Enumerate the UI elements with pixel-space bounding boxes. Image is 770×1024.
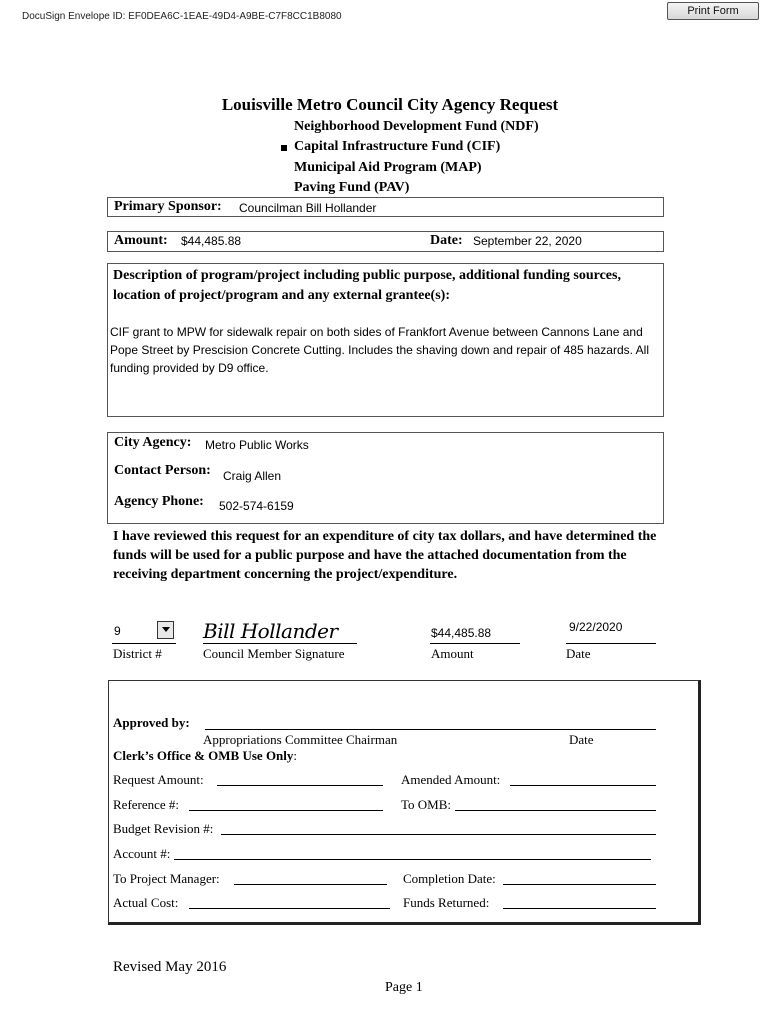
- to-project-manager-label: To Project Manager:: [113, 871, 220, 886]
- actual-cost-label: Actual Cost:: [113, 895, 179, 910]
- city-agency-label: City Agency:: [114, 435, 192, 450]
- form-title: Louisville Metro Council City Agency Request: [221, 95, 559, 114]
- date-line: [566, 643, 656, 644]
- district-value: 9: [114, 624, 121, 638]
- to-omb-line[interactable]: [455, 810, 656, 811]
- account-label: Account #:: [113, 846, 171, 861]
- district-dropdown[interactable]: [157, 621, 174, 639]
- chairman-label: Appropriations Committee Chairman: [203, 732, 398, 747]
- date-label: Date:: [430, 233, 463, 248]
- description-heading: Description of program/project including public purpose, additional funding sources, location of project/program and any external grantee(s):: [113, 268, 621, 303]
- funds-returned-line[interactable]: [503, 908, 656, 909]
- to-omb-label: To OMB:: [401, 797, 452, 812]
- print-form-button[interactable]: Print Form: [667, 2, 759, 20]
- amended-amount-line[interactable]: [510, 785, 656, 786]
- completion-date-label: Completion Date:: [403, 871, 496, 886]
- description-field[interactable]: CIF grant to MPW for sidewalk repair on both sides of Frankfort Avenue between Cannons Lane and Pope Street by Prescision Concrete Cutting. Includes the shaving down and repair of 485 hazards. All funding provided by D9 office.: [110, 325, 649, 375]
- chevron-down-icon: [162, 627, 170, 632]
- clerk-office-title: Clerk’s Office & OMB Use Only: [113, 748, 294, 763]
- to-project-manager-line[interactable]: [234, 884, 387, 885]
- approval-date-label: Date: [569, 732, 594, 747]
- signature-amount-value[interactable]: $44,485.88: [431, 626, 492, 640]
- completion-date-line[interactable]: [503, 884, 656, 885]
- approved-by-line[interactable]: [205, 729, 656, 730]
- request-amount-line[interactable]: [217, 785, 383, 786]
- fund-option-pav[interactable]: Paving Fund (PAV): [294, 180, 410, 195]
- reference-label: Reference #:: [113, 797, 180, 812]
- district-line: [112, 643, 176, 644]
- amount-label: Amount:: [114, 233, 168, 248]
- signature-label: Council Member Signature: [203, 646, 345, 661]
- signature-line: [203, 643, 357, 644]
- agency-phone-field[interactable]: 502-574-6159: [219, 499, 294, 513]
- signature-date-value[interactable]: 9/22/2020: [569, 620, 623, 634]
- funds-returned-label: Funds Returned:: [403, 895, 490, 910]
- account-line[interactable]: [174, 859, 651, 860]
- clerk-office-colon: :: [293, 748, 298, 763]
- budget-revision-label: Budget Revision #:: [113, 821, 214, 836]
- envelope-id: DocuSign Envelope ID: EF0DEA6C-1EAE-49D4-A9BE-C7F8CC1B8080: [22, 11, 342, 22]
- amended-amount-label: Amended Amount:: [401, 772, 501, 787]
- selected-bullet-icon: [281, 145, 287, 151]
- reference-line[interactable]: [189, 810, 383, 811]
- signature-date-label: Date: [566, 646, 591, 661]
- page-number: Page 1: [385, 980, 423, 995]
- budget-revision-line[interactable]: [221, 834, 656, 835]
- council-member-signature[interactable]: Bill Hollander: [203, 619, 338, 643]
- contact-person-label: Contact Person:: [114, 463, 211, 478]
- district-label: District #: [113, 646, 162, 661]
- request-amount-label: Request Amount:: [113, 772, 204, 787]
- city-agency-field[interactable]: Metro Public Works: [205, 438, 309, 452]
- sponsor-field[interactable]: Councilman Bill Hollander: [239, 201, 377, 215]
- approved-by-label: Approved by:: [113, 715, 190, 730]
- fund-option-ndf[interactable]: Neighborhood Development Fund (NDF): [294, 119, 539, 134]
- revised-date: Revised May 2016: [113, 959, 227, 975]
- sponsor-label: Primary Sponsor:: [114, 199, 222, 214]
- actual-cost-line[interactable]: [189, 908, 390, 909]
- signature-amount-label: Amount: [431, 646, 474, 661]
- amount-line: [430, 643, 520, 644]
- date-field[interactable]: September 22, 2020: [473, 234, 582, 248]
- clerk-office-heading: [113, 748, 297, 764]
- certification-statement: I have reviewed this request for an expenditure of city tax dollars, and have determined the funds will be used for a public purpose and have the attached documentation from the receiving department concerning the project/expenditure.: [113, 529, 657, 582]
- contact-person-field[interactable]: Craig Allen: [223, 469, 282, 483]
- amount-field[interactable]: $44,485.88: [181, 234, 242, 248]
- fund-option-cif[interactable]: Capital Infrastructure Fund (CIF): [294, 139, 501, 154]
- fund-option-map[interactable]: Municipal Aid Program (MAP): [294, 160, 482, 175]
- agency-phone-label: Agency Phone:: [114, 494, 204, 509]
